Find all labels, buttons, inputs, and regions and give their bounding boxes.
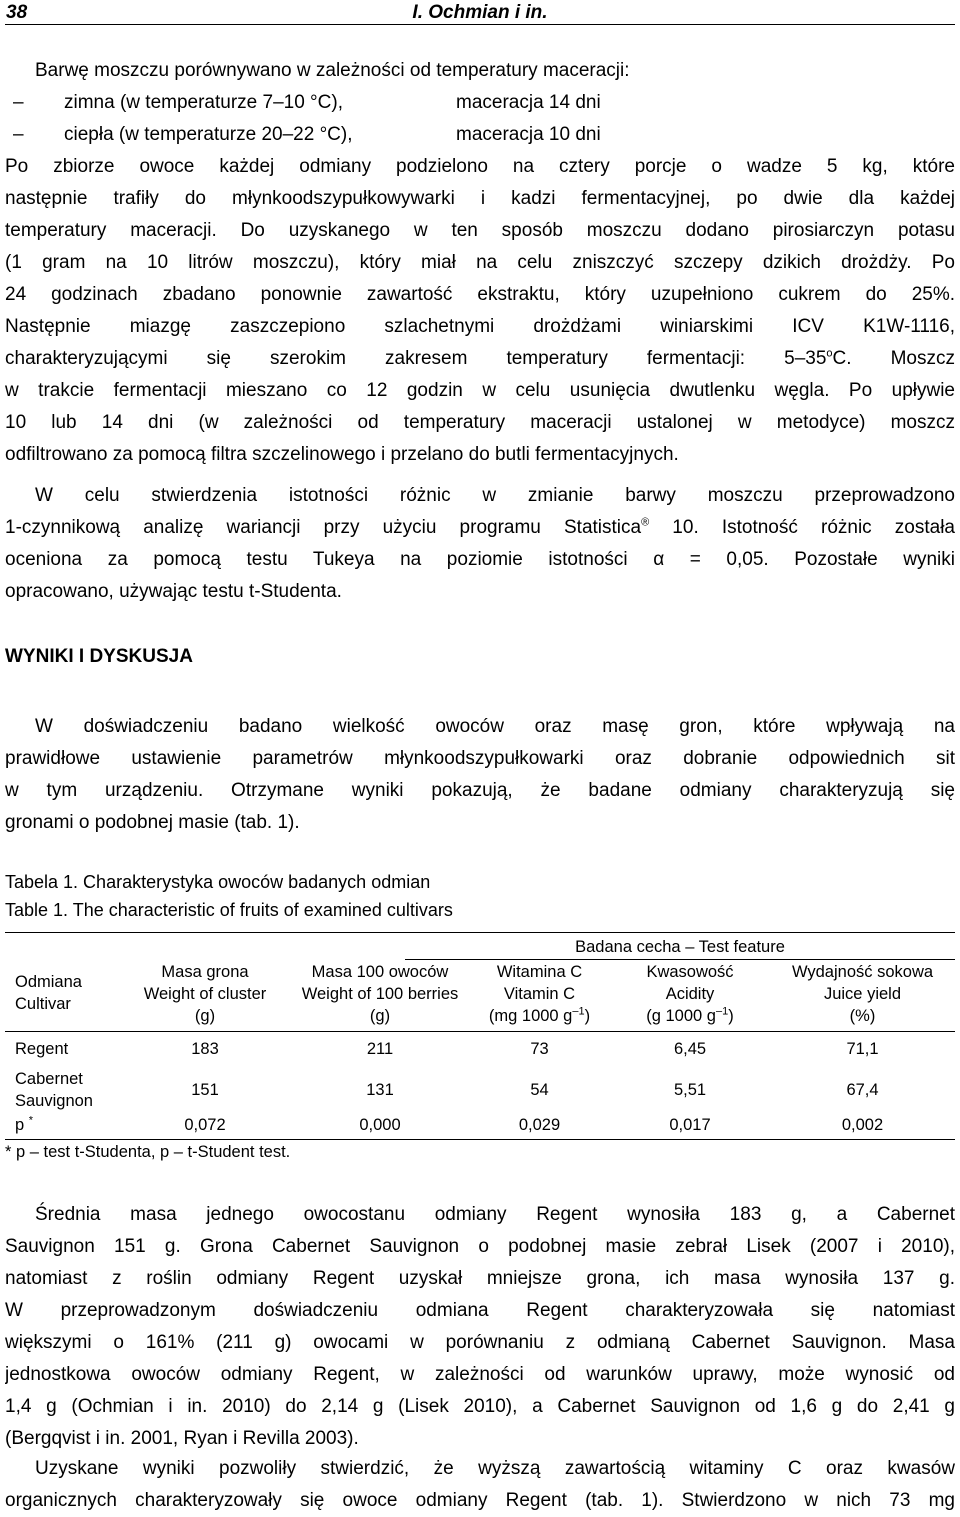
table-cell: 183 [191,1040,219,1058]
table-cell: 211 [366,1040,394,1058]
condition-text: ciepła (w temperaturze 20–22 °C), [64,124,353,145]
paragraph-line: W celu stwierdzenia istotności różnic w zmianie barwy moszczu przeprowadzono [35,485,955,506]
paragraph-line: gronami o podobnej masie (tab. 1). [5,812,300,833]
table-top-rule [5,932,955,933]
vitamin-paragraph [5,1453,955,1517]
paragraph-line: organicznych charakteryzowały się owoce odmiany Regent (tab. 1). Stwierdzono w nich 73 mg [5,1490,955,1511]
table-cell: 0,072 [184,1116,226,1134]
paragraph-line: oceniona za pomocą testu Tukeya na poziomie istotności α = 0,05. Pozostałe wyniki [5,549,955,570]
table-bottom-rule [5,1139,955,1140]
paragraph-line: 10 lub 14 dni (w zależności od temperatury maceracji ustalonej w metodyce) moszcz [5,412,955,433]
unit-text: (mg 1000 g [488,1007,573,1025]
paragraph-line: w trakcie fermentacji mieszano co 12 godzin w celu usunięcia dwutlenku węgla. Po upływie [5,380,955,401]
paragraph-line: odfiltrowano za pomocą filtra szczelinowego i przelano do butli fermentacyjnych. [5,444,679,465]
paragraph-line: natomiast z roślin odmiany Regent uzyskał mniejsze grona, ich masa wynosiła 137 g. [5,1268,955,1289]
registered-mark: ® [641,516,650,529]
table-caption-en: Table 1. The characteristic of fruits of examined cultivars [5,900,453,920]
paragraph-line: opracowano, używając testu t-Studenta. [5,581,342,602]
paragraph-line: Po zbiorze owoce każdej odmiany podzielono na cztery porcje o wadze 5 kg, które [5,156,955,177]
column-header-line [462,1005,617,1027]
table-cell: 6,45 [673,1040,707,1058]
table-cell: 0,029 [518,1116,561,1134]
table-cell: 54 [530,1081,549,1099]
unit-text: (g 1000 g [646,1007,716,1025]
unit-text: ) [584,1007,591,1025]
column-header-line: Weight of 100 berries [301,985,459,1003]
unit-superscript: –1 [572,1005,585,1018]
column-header-line [615,1005,765,1027]
paragraph-line: prawidłowe ustawienie parametrów młynkoodszypułkowarki oraz dobranie odpowiednich sit [5,748,955,769]
table-cell: 73 [530,1040,549,1058]
column-header-line: Masa grona [161,963,249,981]
page-number: 38 [6,2,28,23]
list-dash: – [13,124,24,145]
methods-paragraph [5,55,955,471]
paragraph-line: Sauvignon 151 g. Grona Cabernet Sauvignon o podobnej masie zebrał Lisek (2007 i 2010), [5,1236,955,1257]
duration-text: maceracja 14 dni [456,92,601,113]
duration-text: maceracja 10 dni [456,124,601,145]
column-header-line: Vitamin C [503,985,576,1003]
statistics-paragraph [5,480,955,608]
table-footnote: * p – test t-Studenta, p – t-Student test. [5,1143,291,1161]
paragraph-line: następnie trafiły do młynkoodszypułkowywarki i kadzi fermentacyjnej, po dwie dla każdej [5,188,955,209]
paragraph-line: W doświadczeniu badano wielkość owoców oraz masę gron, które wpływają na [35,716,955,737]
column-header-line: Witamina C [496,963,583,981]
condition-text: zimna (w temperaturze 7–10 °C), [64,92,343,113]
line-text: 10. Istotność różnic została [649,517,955,538]
table-cell: 0,002 [841,1116,884,1134]
paragraph-line [5,343,955,375]
list-dash: – [13,92,24,113]
column-header-line: Kwasowość [646,963,734,981]
condition-row [5,119,955,151]
unit-superscript: –1 [715,1005,729,1018]
table-cell: 131 [366,1081,394,1099]
table-cell: 151 [191,1081,219,1099]
group-header-rule [405,959,955,960]
paragraph-line: Średnia masa jednego owocostanu odmiany Regent wynosiła 183 g, a Cabernet [35,1204,955,1225]
line-text: 1-czynnikową analizę wariancji przy użyciu programu Statistica [5,517,642,538]
column-header-line: Weight of cluster [143,985,267,1003]
cultivar-name [15,1114,33,1136]
paragraph-line: Następnie miazgę zaszczepiono szlachetnymi drożdżami winiarskimi ICV K1W-1116, [5,316,955,337]
discussion-paragraph [5,1199,955,1455]
table-cell: 5,51 [673,1081,707,1099]
line-text: charakteryzującymi się szerokim zakresem temperatury fermentacji: 5–35 [5,348,827,369]
row-header-en: Cultivar [15,995,71,1013]
header-bottom-rule [5,1031,955,1032]
paragraph-line: w tym urządzeniu. Otrzymane wyniki pokazują, że badane odmiany charakteryzują się [5,780,955,801]
column-header-line: (%) [849,1007,876,1025]
paragraph-line: 24 godzinach zbadano ponownie zawartość ekstraktu, który uzupełniono cukrem do 25%. [5,284,955,305]
running-title: I. Ochmian i in. [412,2,548,23]
paragraph-line: 1,4 g (Ochmian i in. 2010) do 2,14 g (Lisek 2010), a Cabernet Sauvignon od 1,6 g do 2,41 g [5,1396,955,1417]
line-text: C. Moszcz [832,348,955,369]
table-cell: 0,000 [359,1116,401,1134]
cultivar-name: Sauvignon [15,1092,93,1110]
section-heading: WYNIKI I DYSKUSJA [5,646,193,667]
paragraph-line: Uzyskane wyniki pozwoliły stwierdzić, że wyższą zawartością witaminy C oraz kwasów [35,1458,955,1479]
paragraph-line: temperatury maceracji. Do uzyskanego w ten sposób moszczu dodano pirosiarczyn potasu [5,220,955,241]
results-paragraph [5,711,955,839]
row-header-pl: Odmiana [15,973,82,991]
table-caption-pl: Tabela 1. Charakterystyka owoców badanych odmian [5,872,431,892]
paragraph-line [5,512,955,544]
column-header-line: Masa 100 owoców [311,963,449,981]
unit-text: ) [728,1007,734,1025]
header-rule [5,24,955,25]
footnote-marker: * [28,1114,34,1127]
paragraph-line: jednostkowa owoców odmiany Regent, w zależności od warunków uprawy, może wynosić od [5,1364,955,1385]
paragraph-line: Barwę moszczu porównywano w zależności od temperatury maceracji: [35,60,630,81]
paragraph-line: większymi o 161% (211 g) owocami w porównaniu z odmianą Cabernet Sauvignon. Masa [5,1332,955,1353]
column-header-line: (g) [369,1007,391,1025]
cultivar-name: Cabernet [15,1070,83,1088]
table-cell: 0,017 [669,1116,711,1134]
column-header-line: Juice yield [823,985,902,1003]
group-header: Badana cecha – Test feature [575,938,785,956]
degree-superscript: o [826,347,833,360]
column-header-line: Acidity [665,985,715,1003]
table-cell: 67,4 [846,1081,879,1099]
column-header-line: (g) [194,1007,216,1025]
column-header-line: Wydajność sokowa [791,963,934,981]
paragraph-line: W przeprowadzonym doświadczeniu odmiana Regent charakteryzowała się natomiast [5,1300,955,1321]
cultivar-name: Regent [15,1040,69,1058]
paragraph-line: (Bergqvist i in. 2001, Ryan i Revilla 2003). [5,1428,359,1449]
condition-row [5,87,955,119]
table-cell: 71,1 [846,1040,879,1058]
p-label: p [15,1116,25,1134]
paragraph-line: (1 gram na 10 litrów moszczu), który miał na celu zniszczyć szczepy dzikich drożdży. Po [5,252,955,273]
